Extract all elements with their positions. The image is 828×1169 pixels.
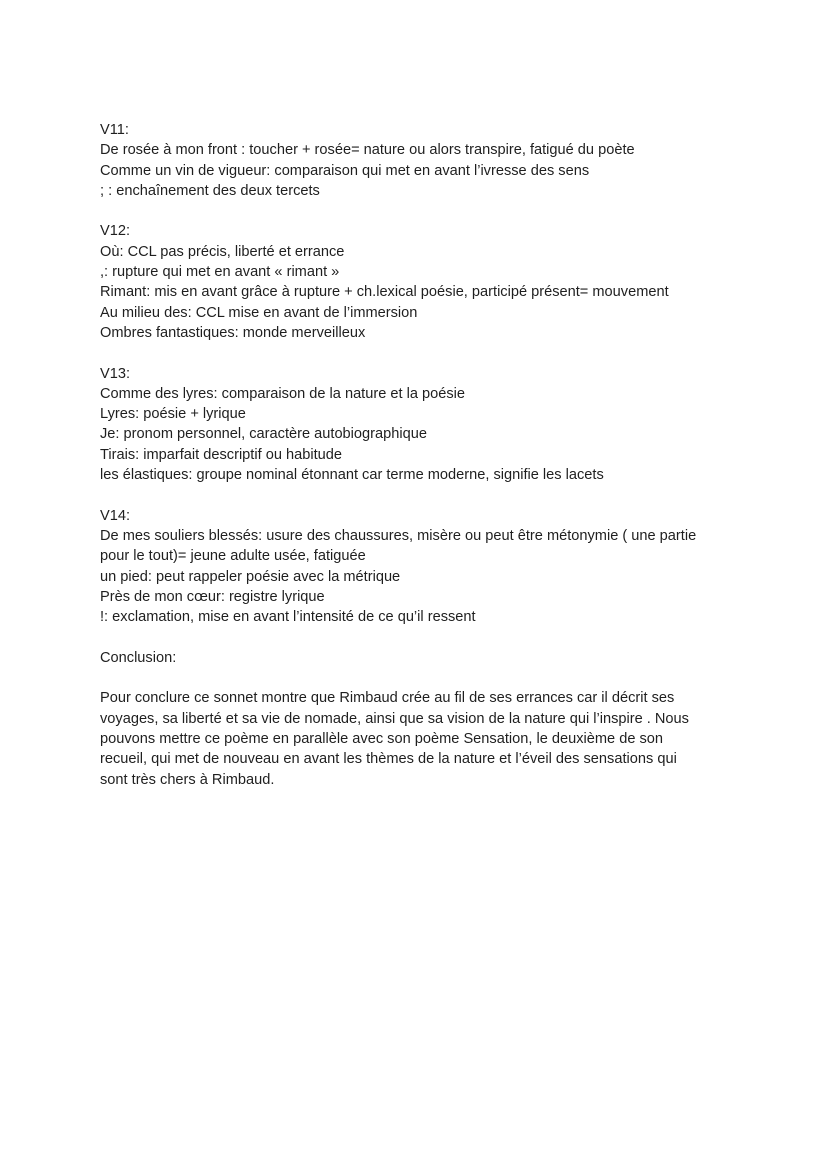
text-line: De rosée à mon front : toucher + rosée= nature ou alors transpire, fatigué du poète [100,142,635,159]
text-line: recueil, qui met de nouveau en avant les thèmes de la nature et l’éveil des sensations qui [100,751,677,768]
text-line: un pied: peut rappeler poésie avec la métrique [100,568,401,585]
section-v12 [100,221,740,343]
text-line: Tirais: imparfait descriptif ou habitude [100,446,342,463]
text-line: voyages, sa liberté et sa vie de nomade, ainsi que sa vision de la nature qui l’inspire . Nous [100,710,689,727]
section-heading: V14: [100,507,131,524]
section-heading: V11: [100,122,129,138]
text-line: Près de mon cœur: registre lyrique [100,588,325,605]
text-line: ; : enchaînement des deux tercets [100,182,320,199]
text-line: sont très chers à Rimbaud. [100,771,275,788]
text-line: Ombres fantastiques: monde merveilleux [100,324,366,341]
text-line: pour le tout)= jeune adulte usée, fatiguée [100,548,366,565]
conclusion-paragraph [100,688,740,789]
text-line: Au milieu des: CCL mise en avant de l’immersion [100,304,418,321]
section-v13 [100,364,740,486]
document-content [100,120,740,810]
text-line: Comme un vin de vigueur: comparaison qui met en avant l’ivresse des sens [100,162,590,179]
text-line: ,: rupture qui met en avant « rimant » [100,264,340,281]
text-line: pouvons mettre ce poème en parallèle avec son poème Sensation, le deuxième de son [100,730,664,747]
text-line: Rimant: mis en avant grâce à rupture + ch.lexical poésie, participé présent= mouvement [100,284,669,301]
conclusion-heading: Conclusion: [100,649,177,666]
text-line: Lyres: poésie + lyrique [100,406,246,423]
text-line: Où: CCL pas précis, liberté et errance [100,243,345,260]
section-heading: V13: [100,365,131,382]
section-v14 [100,506,740,628]
section-v11 [100,120,740,201]
text-line: Pour conclure ce sonnet montre que Rimbaud crée au fil de ses errances car il décrit ses [100,690,675,707]
text-line: Je: pronom personnel, caractère autobiographique [100,426,427,443]
text-line: les élastiques: groupe nominal étonnant car terme moderne, signifie les lacets [100,467,604,484]
text-line: !: exclamation, mise en avant l’intensité de ce qu’il ressent [100,609,476,626]
section-heading: V12: [100,223,131,240]
text-line: De mes souliers blessés: usure des chaussures, misère ou peut être métonymie ( une partie [100,527,697,544]
text-line: Comme des lyres: comparaison de la nature et la poésie [100,385,466,402]
